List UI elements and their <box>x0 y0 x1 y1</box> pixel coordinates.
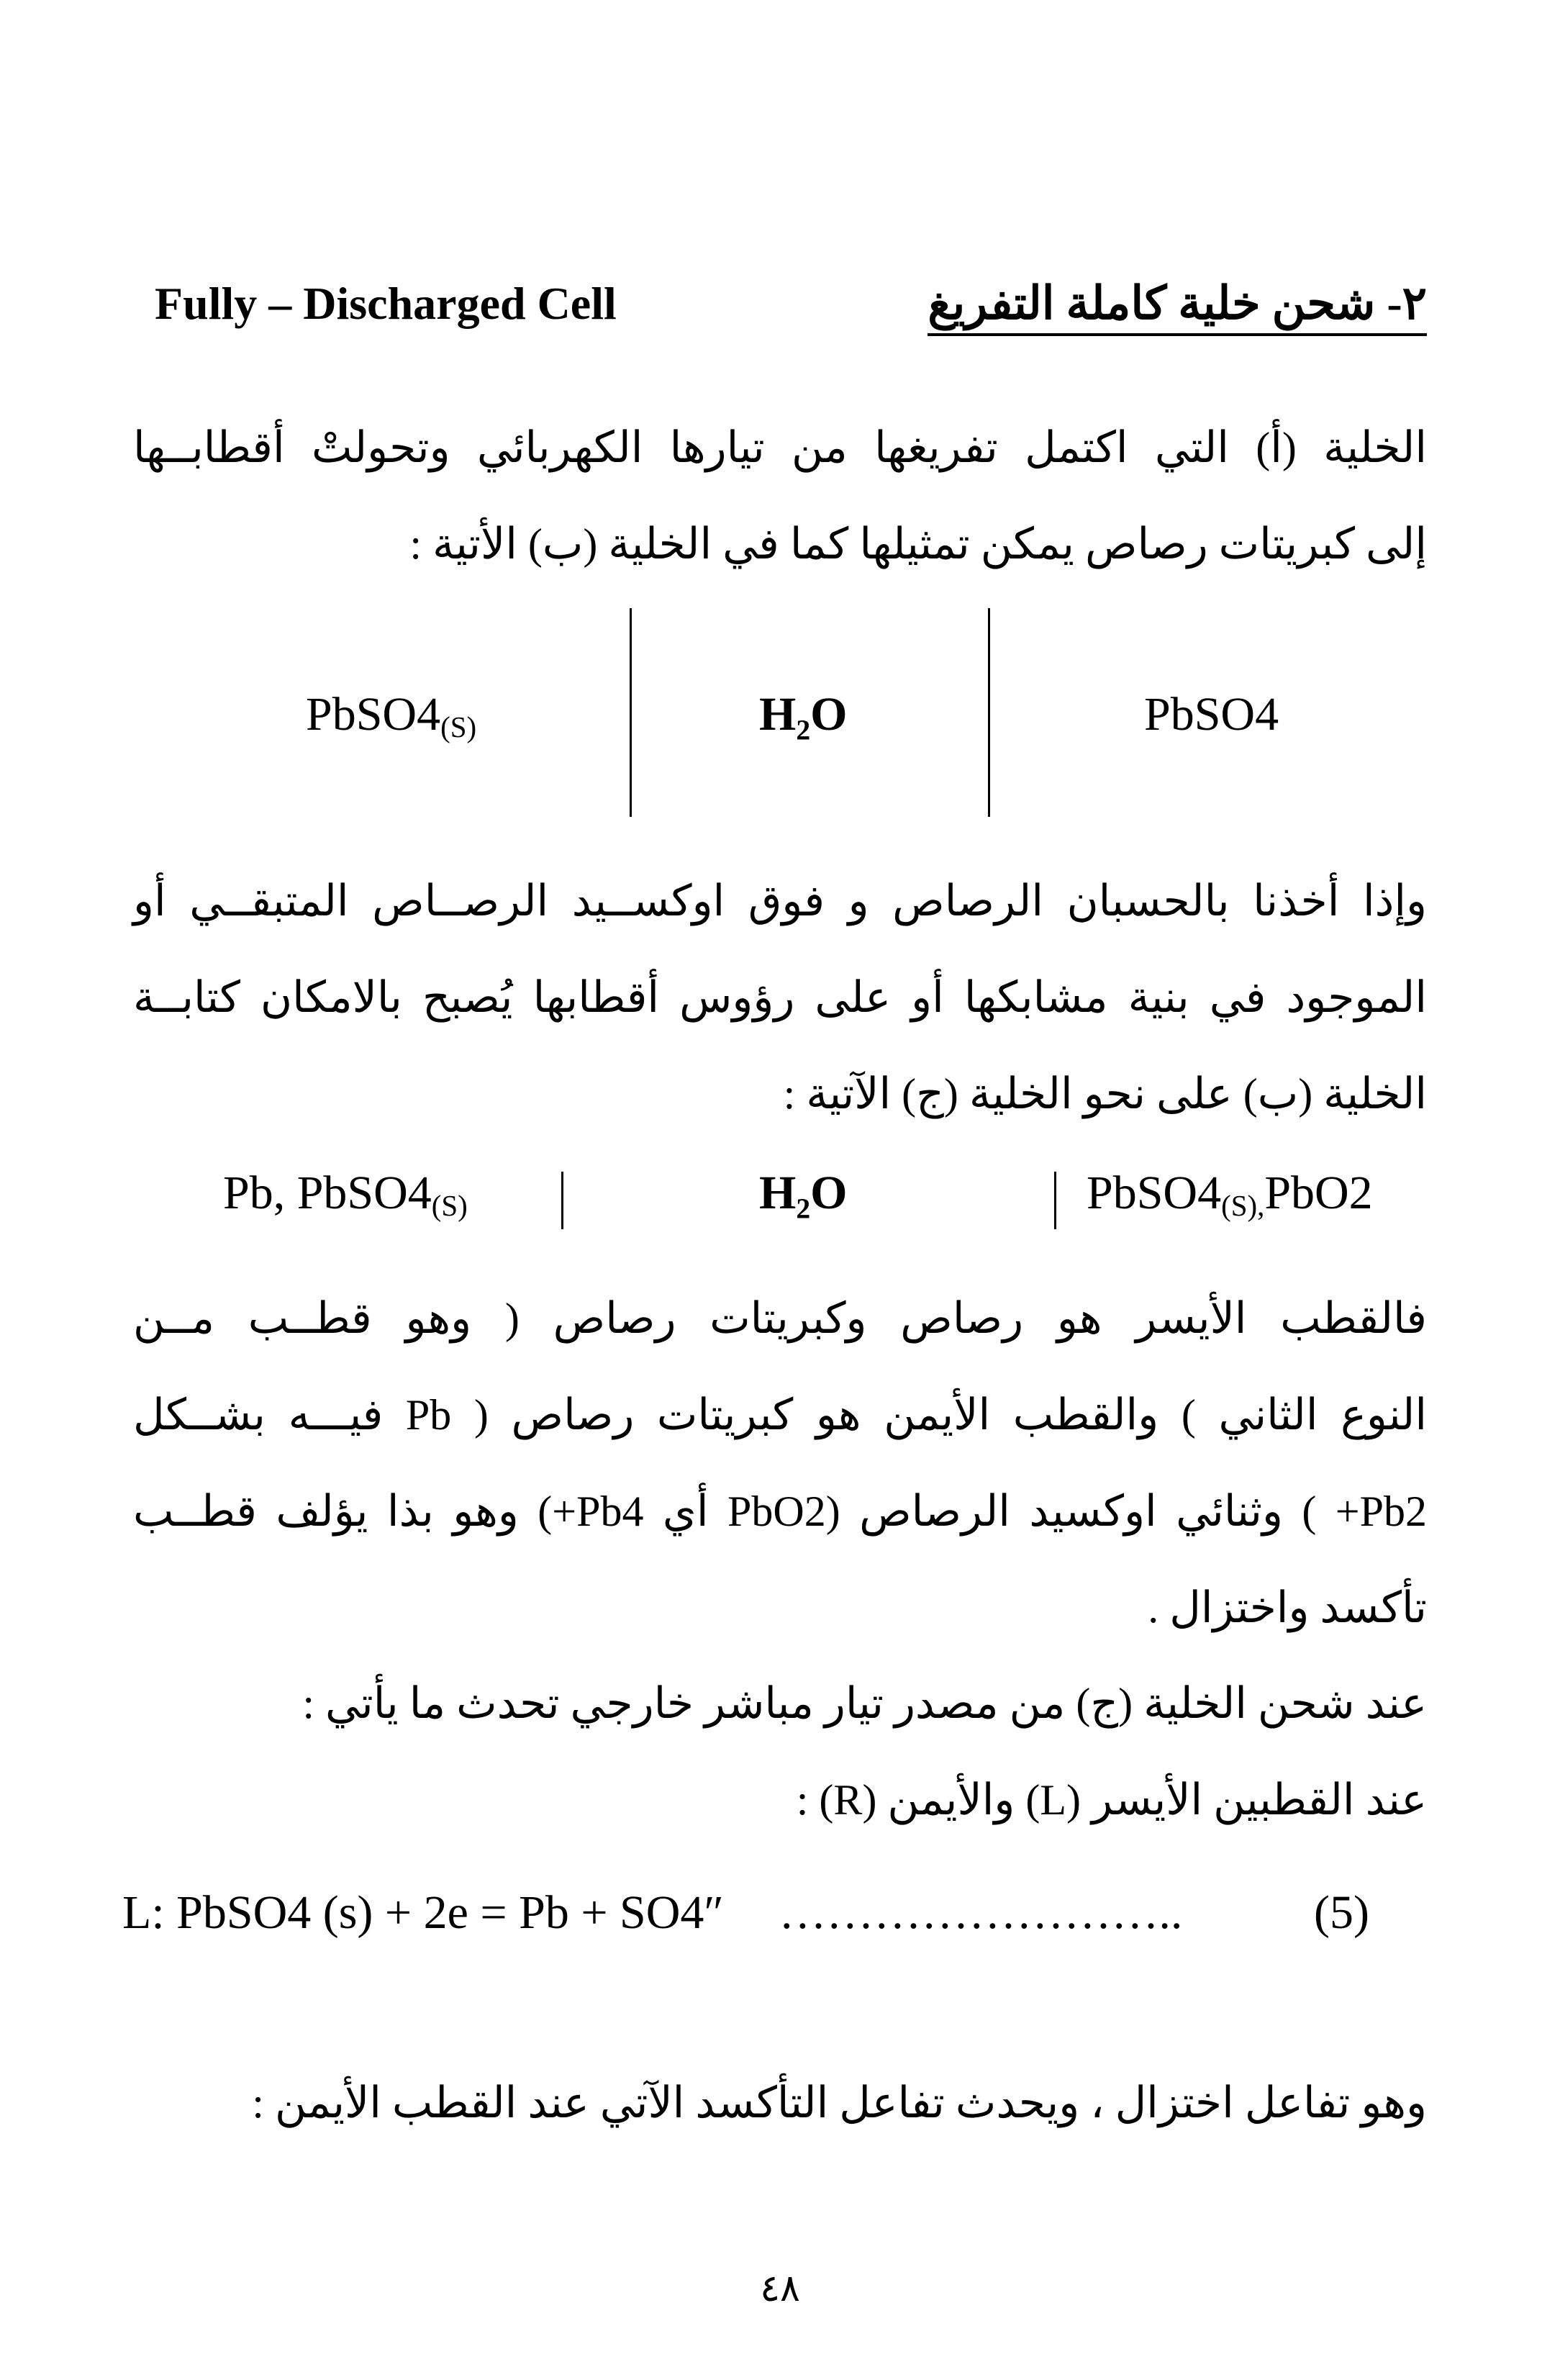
paragraph-1 <box>133 399 1427 592</box>
equation-number: (5) <box>1314 1886 1369 1939</box>
paragraph-3 <box>133 1270 1427 1656</box>
equation-5 <box>122 1886 1182 1940</box>
section-header <box>155 277 1427 349</box>
equation-text: L: PbSO4 (s) + 2e = Pb + SO4″ <box>122 1886 724 1939</box>
paragraph-4 <box>133 1655 1427 1848</box>
paragraph-line: Pb2+ ) وثنائي اوكسيد الرصاص (PbO2 أي Pb4+) وهو بذا يؤلف قطــب <box>133 1488 1427 1535</box>
cell-b-left-electrode: $PbSO4_{(S)}$ <box>306 688 477 744</box>
paragraph-2 <box>133 853 1427 1142</box>
cell-b-electrolyte: H₂O <box>759 688 848 741</box>
paragraph-line: فالقطب الأيسر هو رصاص وكبريتات رصاص ( وهو قطــب مــن <box>133 1295 1427 1342</box>
paragraph-line: عند شحن الخلية (ج) من مصدر تيار مباشر خارجي تحدث ما يأتي : <box>302 1680 1427 1727</box>
cell-divider <box>561 1172 563 1229</box>
cell-b-diagram <box>216 608 1344 817</box>
cell-divider <box>630 608 632 817</box>
cell-divider <box>1054 1172 1056 1229</box>
paragraph-line: الخلية (ب) على نحو الخلية (ج) الآتية : <box>783 1070 1427 1118</box>
paragraph-line: وإذا أخذنا بالحسبان الرصاص و فوق اوكســيد الرصــاص المتبقــي أو <box>133 877 1427 925</box>
equation-leader-dots: …………………….. <box>779 1886 1183 1939</box>
cell-divider <box>988 608 990 817</box>
paragraph-line: الخلية (أ) التي اكتمل تفريغها من تيارها الكهربائي وتحولتْ أقطابــها <box>133 424 1427 471</box>
paragraph-line: الموجود في بنية مشابكها أو على رؤوس أقطابها يُصبح بالامكان كتابــة <box>133 974 1427 1021</box>
cell-c-electrolyte: H₂O <box>759 1167 848 1219</box>
cell-b-right-electrode: PbSO4 <box>1144 688 1279 741</box>
paragraph-line: وهو تفاعل اختزال ، ويحدث تفاعل التأكسد الآتي عند القطب الأيمن : <box>252 2079 1427 2127</box>
section-title-arabic: ٢- شحن خلية كاملة التفريغ <box>928 277 1427 336</box>
cell-c-diagram <box>216 1166 1427 1245</box>
paragraph-5 <box>133 2055 1427 2151</box>
section-title-english: Fully – Discharged Cell <box>155 278 617 329</box>
cell-c-right-electrode: $PbSO4_{(S),}PbO2$ <box>1087 1167 1373 1223</box>
paragraph-line: النوع الثاني ) والقطب الأيمن هو كبريتات رصاص ( Pb فيـــه بشــكل <box>133 1391 1427 1439</box>
cell-c-left-electrode: Pb, $PbSO4_{(S)}$ <box>223 1167 468 1223</box>
paragraph-line: عند القطبين الأيسر (L) والأيمن (R) : <box>796 1776 1427 1824</box>
paragraph-line: إلى كبريتات رصاص يمكن تمثيلها كما في الخلية (ب) الأتية : <box>409 520 1427 568</box>
page-number: ٤٨ <box>760 2268 800 2309</box>
paragraph-line: تأكسد واختزال . <box>1148 1584 1427 1632</box>
